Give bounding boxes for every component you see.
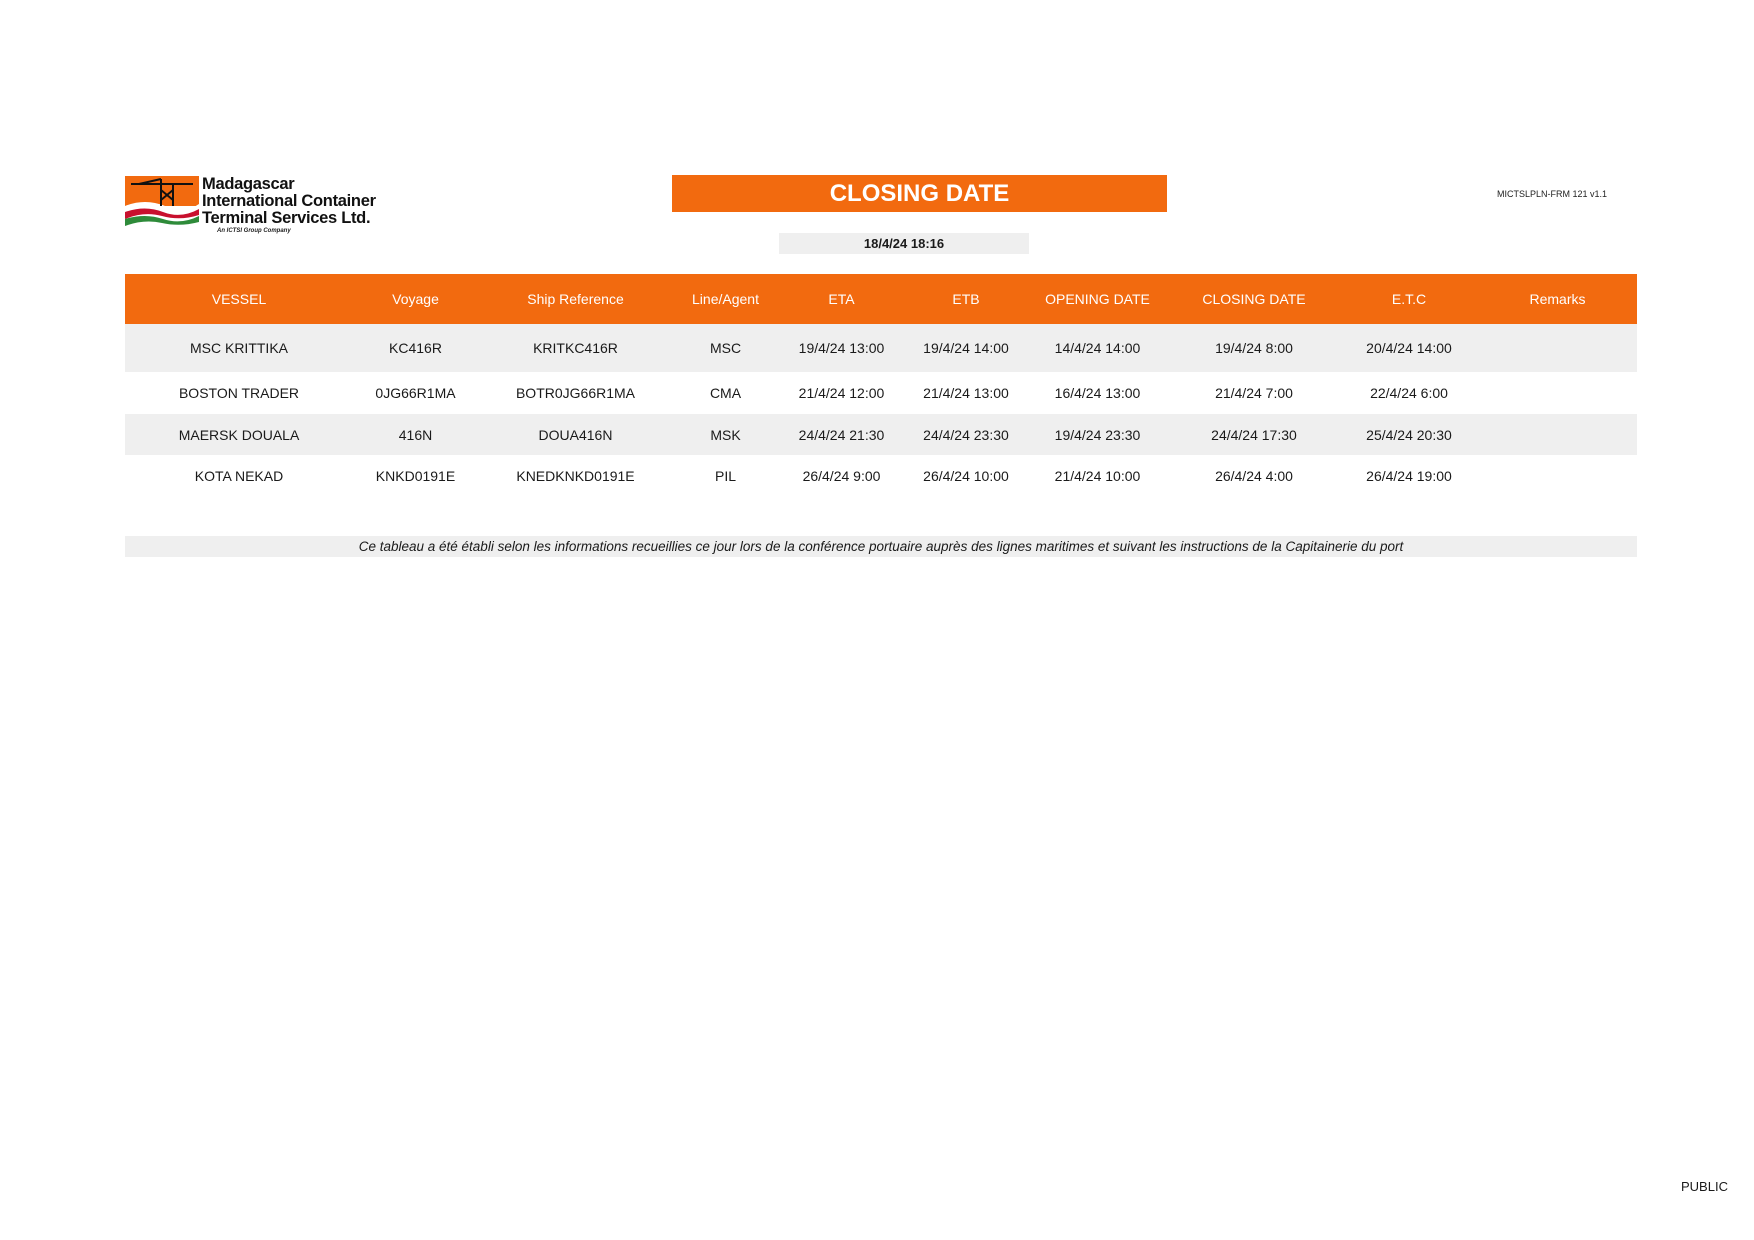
cell-remarks	[1478, 455, 1637, 496]
cell-voyage: KNKD0191E	[375, 467, 456, 484]
cell-ship-reference: KRITKC416R	[533, 340, 618, 356]
cell-ship-reference: DOUA416N	[538, 426, 613, 443]
header-vessel: VESSEL	[211, 291, 267, 307]
header-remarks: Remarks	[1529, 291, 1586, 307]
header-etc: E.T.C	[1391, 291, 1427, 307]
header-line-agent: Line/Agent	[692, 291, 759, 307]
table-row	[125, 414, 1637, 455]
header-etb: ETB	[952, 291, 980, 307]
cell-line-agent: MSK	[710, 426, 741, 443]
cell-voyage: 416N	[398, 426, 433, 443]
cell-eta: 21/4/24 12:00	[798, 385, 885, 401]
table-row	[125, 324, 1637, 372]
cell-closing-date: 26/4/24 4:00	[1215, 467, 1293, 484]
cell-eta: 19/4/24 13:00	[798, 340, 885, 356]
header-ship-reference: Ship Reference	[527, 291, 624, 307]
header-eta: ETA	[828, 291, 855, 307]
company-logo	[125, 174, 387, 238]
cell-vessel: MAERSK DOUALA	[178, 426, 300, 443]
header-opening-date: OPENING DATE	[1045, 291, 1150, 307]
cell-ship-reference: BOTR0JG66R1MA	[515, 385, 636, 401]
header-closing-date: CLOSING DATE	[1202, 291, 1306, 307]
cell-opening-date: 16/4/24 13:00	[1054, 385, 1141, 401]
crane-logo-icon	[125, 176, 199, 226]
form-code: MICTSLPLN-FRM 121 v1.1	[1497, 189, 1608, 199]
cell-eta: 24/4/24 21:30	[798, 426, 885, 443]
cell-vessel: BOSTON TRADER	[178, 385, 300, 401]
cell-remarks	[1478, 414, 1637, 455]
cell-closing-date: 21/4/24 7:00	[1215, 385, 1293, 401]
cell-etb: 19/4/24 14:00	[923, 340, 1009, 356]
closing-date-table	[125, 274, 1637, 496]
footer-note: Ce tableau a été établi selon les informations recueillies ce jour lors de la conférence portuaire auprès des lignes maritimes et suivant les instructions de la Capitainerie du port	[125, 536, 1637, 557]
cell-remarks	[1478, 324, 1637, 372]
cell-line-agent: PIL	[714, 467, 736, 484]
report-datetime: 18/4/24 18:16	[779, 233, 1029, 254]
cell-line-agent: MSC	[709, 340, 742, 356]
table-row	[125, 455, 1637, 496]
company-name: Madagascar International Container Terminal Services Ltd.	[202, 175, 376, 227]
cell-etc: 26/4/24 19:00	[1366, 467, 1452, 484]
cell-opening-date: 21/4/24 10:00	[1054, 467, 1141, 484]
classification-label: PUBLIC	[1681, 1179, 1728, 1194]
company-tagline: An ICTSI Group Company	[217, 228, 291, 234]
header-voyage: Voyage	[392, 291, 439, 307]
cell-etb: 26/4/24 10:00	[923, 467, 1009, 484]
cell-etb: 21/4/24 13:00	[923, 385, 1009, 401]
cell-opening-date: 14/4/24 14:00	[1054, 340, 1141, 356]
table-row	[125, 372, 1637, 414]
cell-closing-date: 24/4/24 17:30	[1211, 426, 1297, 443]
cell-opening-date: 19/4/24 23:30	[1054, 426, 1141, 443]
cell-etc: 22/4/24 6:00	[1370, 385, 1448, 401]
cell-closing-date: 19/4/24 8:00	[1215, 340, 1293, 356]
cell-voyage: 0JG66R1MA	[375, 385, 456, 401]
cell-etb: 24/4/24 23:30	[923, 426, 1009, 443]
cell-etc: 20/4/24 14:00	[1366, 340, 1452, 356]
cell-vessel: KOTA NEKAD	[194, 467, 284, 484]
cell-eta: 26/4/24 9:00	[802, 467, 881, 484]
table-header-row	[125, 274, 1637, 324]
page-title: CLOSING DATE	[672, 175, 1167, 212]
cell-ship-reference: KNEDKNKD0191E	[516, 467, 635, 484]
cell-voyage: KC416R	[389, 340, 442, 356]
cell-line-agent: CMA	[709, 385, 742, 401]
cell-etc: 25/4/24 20:30	[1366, 426, 1452, 443]
cell-vessel: MSC KRITTIKA	[189, 340, 288, 356]
cell-remarks	[1478, 372, 1637, 414]
